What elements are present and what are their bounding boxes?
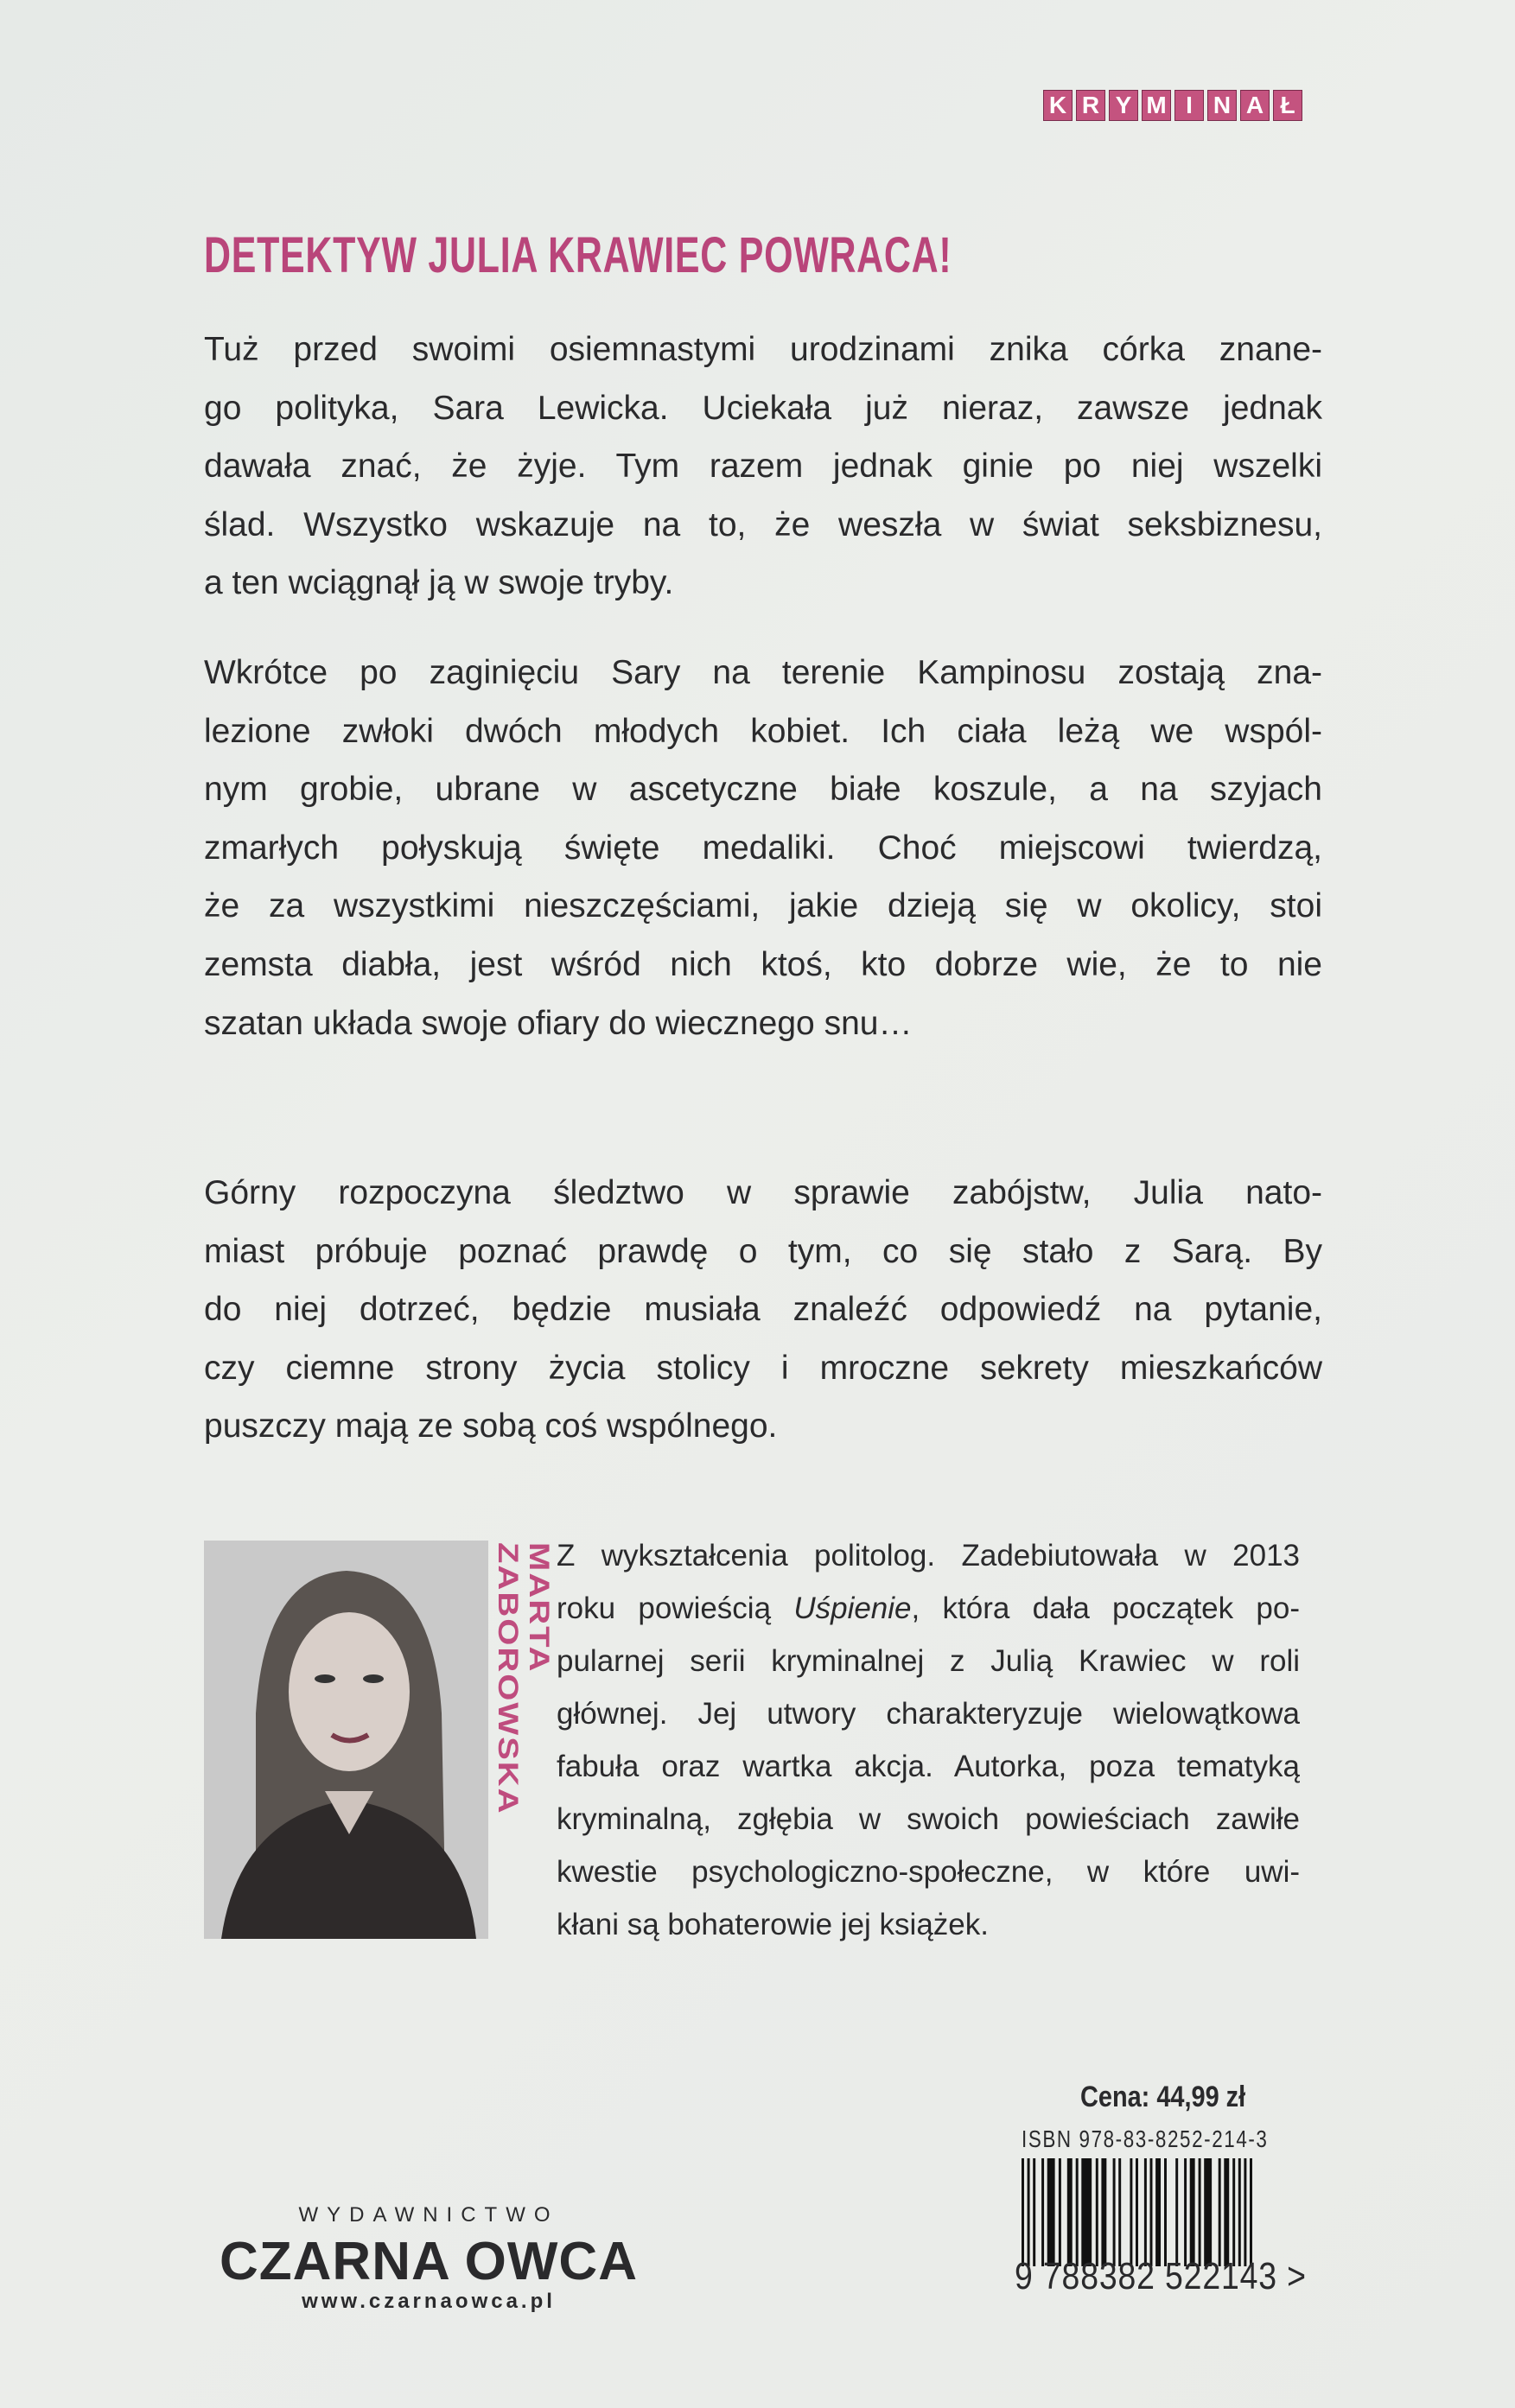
text-line: nym grobie, ubrane w ascetyczne białe koszule, a na szyjach	[204, 771, 1322, 809]
bio-text: roku powieścią	[557, 1592, 794, 1625]
barcode-bar	[1238, 2158, 1241, 2266]
barcode-bar	[1224, 2158, 1229, 2266]
bio-line: pularnej serii kryminalnej z Julią Krawiec w roli	[557, 1644, 1300, 1678]
text-line: puszczy mają ze sobą coś wspólnego.	[204, 1407, 778, 1445]
barcode-bar	[1096, 2158, 1098, 2266]
price: Cena: 44,99 zł	[1080, 2081, 1246, 2113]
text-line: czy ciemne strony życia stolicy i mroczne sekrety mieszkańców	[204, 1349, 1322, 1387]
author-bio	[557, 1529, 1300, 1951]
bio-line: głównej. Jej utwory charakteryzuje wielowątkowa	[557, 1697, 1300, 1731]
barcode-bar	[1232, 2158, 1235, 2266]
book-title: Uśpienie	[793, 1592, 912, 1625]
series-logo-letter: N	[1207, 90, 1237, 121]
ean-digits: 9 788382 522143 >	[1015, 2255, 1307, 2297]
text-line: Wkrótce po zaginięciu Sary na terenie Kampinosu zostają zna-	[204, 654, 1322, 691]
barcode-bar	[1113, 2158, 1116, 2266]
barcode-bar	[1175, 2158, 1178, 2266]
text-line: a ten wciągnął ją w swoje tryby.	[204, 564, 674, 602]
text-line: dawała znać, że żyje. Tym razem jednak ginie po niej wszelki	[204, 448, 1322, 486]
author-photo	[204, 1541, 488, 1939]
barcode-bar	[1164, 2158, 1167, 2266]
bio-line	[557, 1582, 1300, 1635]
headline: DETEKTYW JULIA KRAWIEC POWRACA!	[204, 227, 952, 283]
series-logo-letter: Ł	[1273, 90, 1302, 121]
text-line: go polityka, Sara Lewicka. Uciekała już nieraz, zawsze jednak	[204, 389, 1322, 427]
barcode-bar	[1081, 2158, 1092, 2266]
barcode-bar	[1204, 2158, 1212, 2266]
barcode-bar	[1244, 2158, 1246, 2266]
text-line: Górny rozpoczyna śledztwo w sprawie zabójstw, Julia nato-	[204, 1174, 1322, 1211]
text-line: lezione zwłoki dwóch młodych kobiet. Ich ciała leżą we wspól-	[204, 712, 1322, 750]
bio-line: Z wykształcenia politolog. Zadebiutowała w 2013	[557, 1539, 1300, 1573]
bio-line: kwestie psychologiczno-społeczne, w które uwi-	[557, 1855, 1300, 1889]
text-line: zmarłych połyskują święte medaliki. Choć miejscowi twierdzą,	[204, 829, 1322, 867]
barcode-bar	[1059, 2158, 1061, 2266]
bio-line: fabuła oraz wartka akcja. Autorka, poza tematyką	[557, 1750, 1300, 1783]
barcode-bar	[1184, 2158, 1187, 2266]
barcode-bar	[1144, 2158, 1147, 2266]
series-logo-kryminal	[1043, 90, 1302, 121]
barcode-bar	[1130, 2158, 1132, 2266]
barcode-bar	[1022, 2158, 1024, 2266]
text-line: Tuż przed swoimi osiemnastymi urodzinami znika córka znane-	[204, 331, 1322, 368]
blurb-paragraph-3	[204, 1164, 1322, 1456]
series-logo-letter: Y	[1109, 90, 1138, 121]
bio-line: kryminalną, zgłębia w swoich powieściach zawiłe	[557, 1802, 1300, 1836]
text-line: do niej dotrzeć, będzie musiała znaleźć odpowiedź na pytanie,	[204, 1291, 1322, 1329]
barcode-bar	[1219, 2158, 1221, 2266]
barcode-bar	[1199, 2158, 1201, 2266]
text-line: że za wszystkimi nieszczęściami, jakie dzieją się w okolicy, stoi	[204, 887, 1322, 925]
barcode-bar	[1047, 2158, 1055, 2266]
barcode-bar	[1041, 2158, 1044, 2266]
series-logo-letter: I	[1174, 90, 1204, 121]
series-logo-letter: M	[1142, 90, 1171, 121]
publisher-logo: CZARNA OWCA	[220, 2232, 638, 2291]
author-name: MARTA ZABOROWSKA	[492, 1542, 554, 1815]
series-logo-letter: R	[1076, 90, 1105, 121]
barcode-bar	[1033, 2158, 1035, 2266]
bio-line: kłani są bohaterowie jej książek.	[557, 1908, 989, 1941]
isbn: ISBN 978-83-8252-214-3	[1022, 2125, 1269, 2152]
publisher-label: WYDAWNICTWO	[298, 2203, 559, 2227]
bio-text: , która dała początek po-	[911, 1592, 1300, 1625]
barcode-bar	[1155, 2158, 1161, 2266]
text-line: szatan układa swoje ofiary do wiecznego snu…	[204, 1004, 913, 1042]
text-line: miast próbuje poznać prawdę o tym, co się stało z Sarą. By	[204, 1232, 1322, 1270]
barcode-bar	[1076, 2158, 1079, 2266]
text-line: zemsta diabła, jest wśród nich ktoś, kto dobrze wie, że to nie	[204, 945, 1322, 983]
barcode-bar	[1190, 2158, 1195, 2266]
publisher-url: www.czarnaowca.pl	[302, 2290, 556, 2313]
series-logo-letter: K	[1043, 90, 1073, 121]
barcode-bar	[1150, 2158, 1153, 2266]
barcode-bar	[1067, 2158, 1073, 2266]
text-line: ślad. Wszystko wskazuje na to, że weszła w świat seksbiznesu,	[204, 505, 1322, 543]
blurb-paragraph-2	[204, 644, 1322, 1052]
barcode-bar	[1136, 2158, 1138, 2266]
blurb-paragraph-1	[204, 321, 1322, 613]
barcode-bar	[1250, 2158, 1252, 2266]
barcode-bar	[1118, 2158, 1121, 2266]
barcode-bar	[1101, 2158, 1106, 2266]
series-logo-letter: A	[1240, 90, 1270, 121]
barcode	[1022, 2158, 1307, 2266]
barcode-bar	[1028, 2158, 1030, 2266]
